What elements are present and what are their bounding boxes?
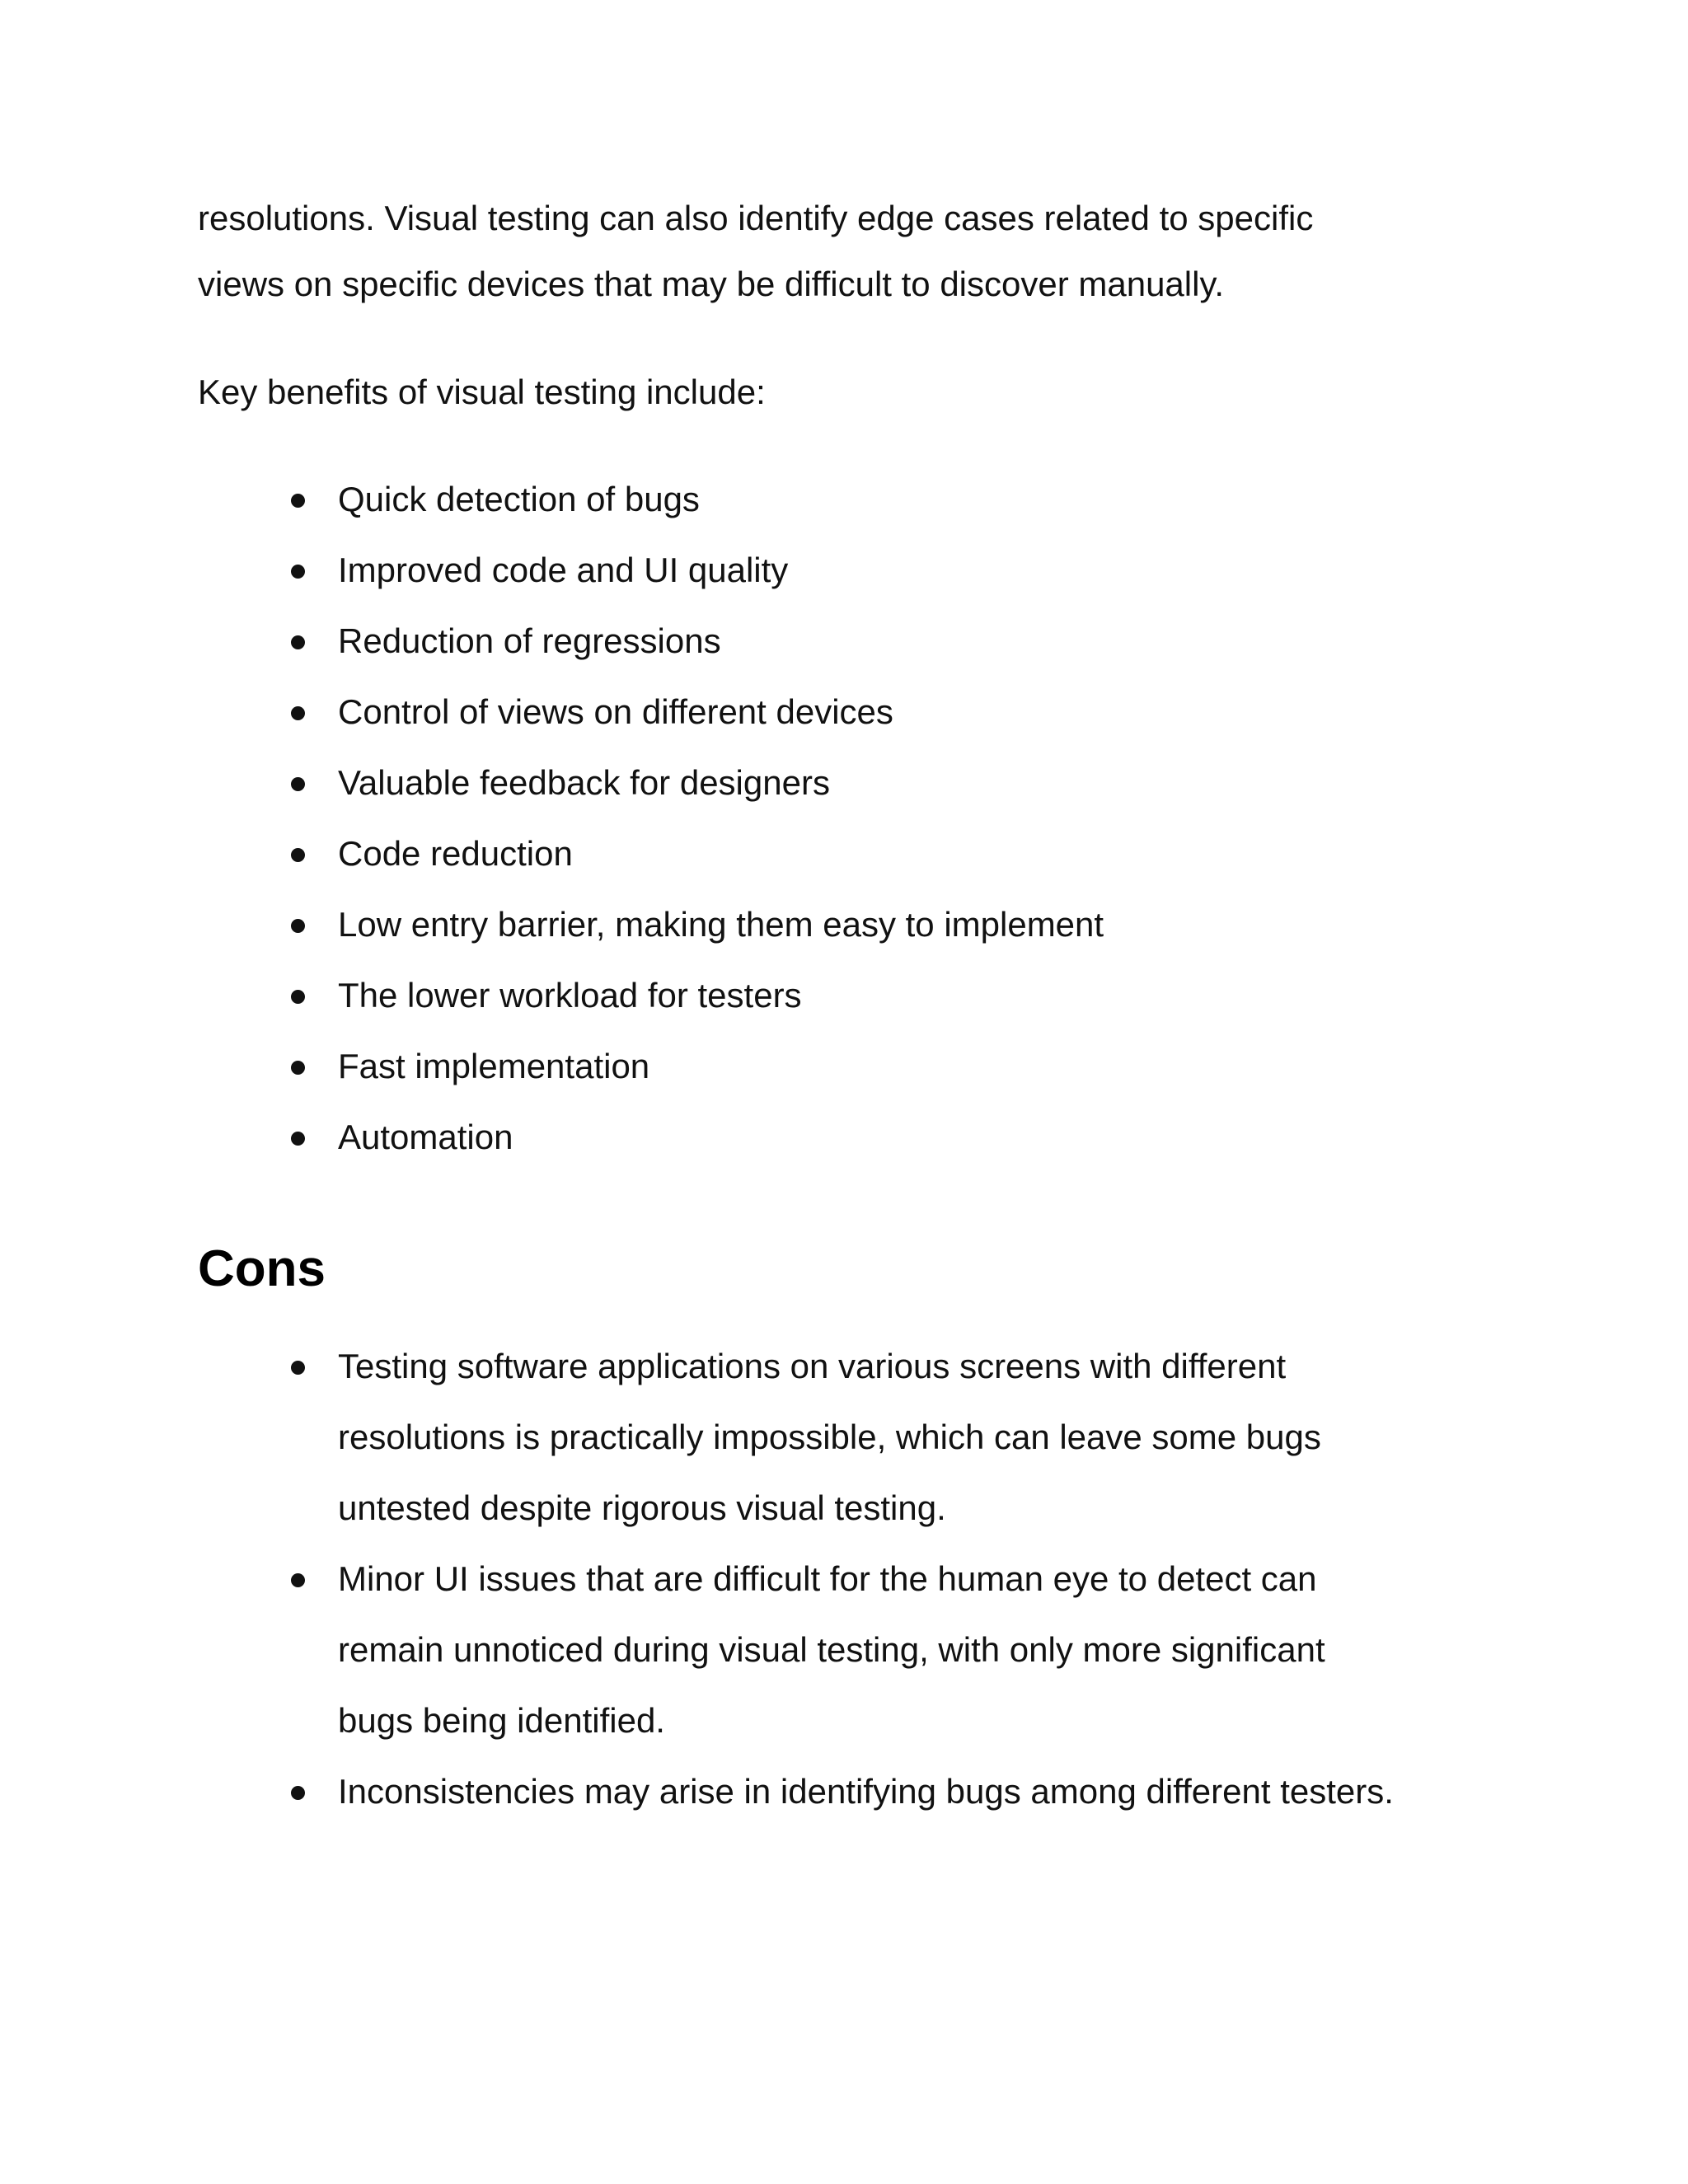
- benefit-text: Reduction of regressions: [338, 621, 721, 660]
- benefit-text: Code reduction: [338, 834, 573, 873]
- benefit-text: Fast implementation: [338, 1047, 650, 1085]
- list-item: [280, 606, 1517, 677]
- bullet-icon: [291, 848, 305, 862]
- bullet-icon: [291, 1061, 305, 1075]
- bullet-icon: [291, 919, 305, 933]
- con-text-line: remain unnoticed during visual testing, with only more significant: [338, 1630, 1325, 1669]
- benefit-text: Automation: [338, 1118, 513, 1156]
- list-item: [280, 1331, 1517, 1544]
- bullet-icon: [291, 706, 305, 720]
- benefit-text: Improved code and UI quality: [338, 551, 789, 589]
- bullet-icon: [291, 1573, 305, 1587]
- benefit-text: The lower workload for testers: [338, 976, 802, 1015]
- list-item: [280, 464, 1517, 535]
- con-text-line: resolutions is practically impossible, which can leave some bugs: [338, 1418, 1321, 1456]
- intro-paragraph-line-1: resolutions. Visual testing can also identify edge cases related to specific: [198, 199, 1314, 237]
- con-text-line: Inconsistencies may arise in identifying bugs among different testers.: [338, 1772, 1394, 1811]
- list-item: [280, 748, 1517, 818]
- benefits-intro: Key benefits of visual testing include:: [198, 373, 766, 411]
- list-item: [280, 1756, 1517, 1827]
- list-item: [280, 960, 1517, 1031]
- con-text-line: Minor UI issues that are difficult for the human eye to detect can: [338, 1559, 1317, 1598]
- bullet-icon: [291, 1361, 305, 1375]
- con-text-line: bugs being identified.: [338, 1701, 665, 1740]
- list-item: [280, 1031, 1517, 1102]
- list-item: [280, 818, 1517, 889]
- list-item: [280, 1544, 1517, 1756]
- bullet-icon: [291, 494, 305, 508]
- benefit-text: Control of views on different devices: [338, 692, 893, 731]
- list-item: [280, 1102, 1517, 1173]
- cons-list: [280, 1331, 1517, 1827]
- list-item: [280, 535, 1517, 606]
- benefit-text: Quick detection of bugs: [338, 480, 700, 518]
- con-text-line: Testing software applications on various screens with different: [338, 1347, 1287, 1385]
- benefit-text: Low entry barrier, making them easy to implement: [338, 905, 1104, 944]
- intro-paragraph-line-2: views on specific devices that may be difficult to discover manually.: [198, 265, 1225, 303]
- bullet-icon: [291, 635, 305, 649]
- list-item: [280, 889, 1517, 960]
- benefit-text: Valuable feedback for designers: [338, 763, 830, 802]
- benefits-list: [280, 464, 1517, 1173]
- bullet-icon: [291, 990, 305, 1004]
- bullet-icon: [291, 777, 305, 791]
- bullet-icon: [291, 565, 305, 579]
- bullet-icon: [291, 1786, 305, 1800]
- cons-heading: Cons: [198, 1240, 326, 1297]
- list-item: [280, 677, 1517, 748]
- bullet-icon: [291, 1132, 305, 1146]
- con-text-line: untested despite rigorous visual testing.: [338, 1488, 946, 1527]
